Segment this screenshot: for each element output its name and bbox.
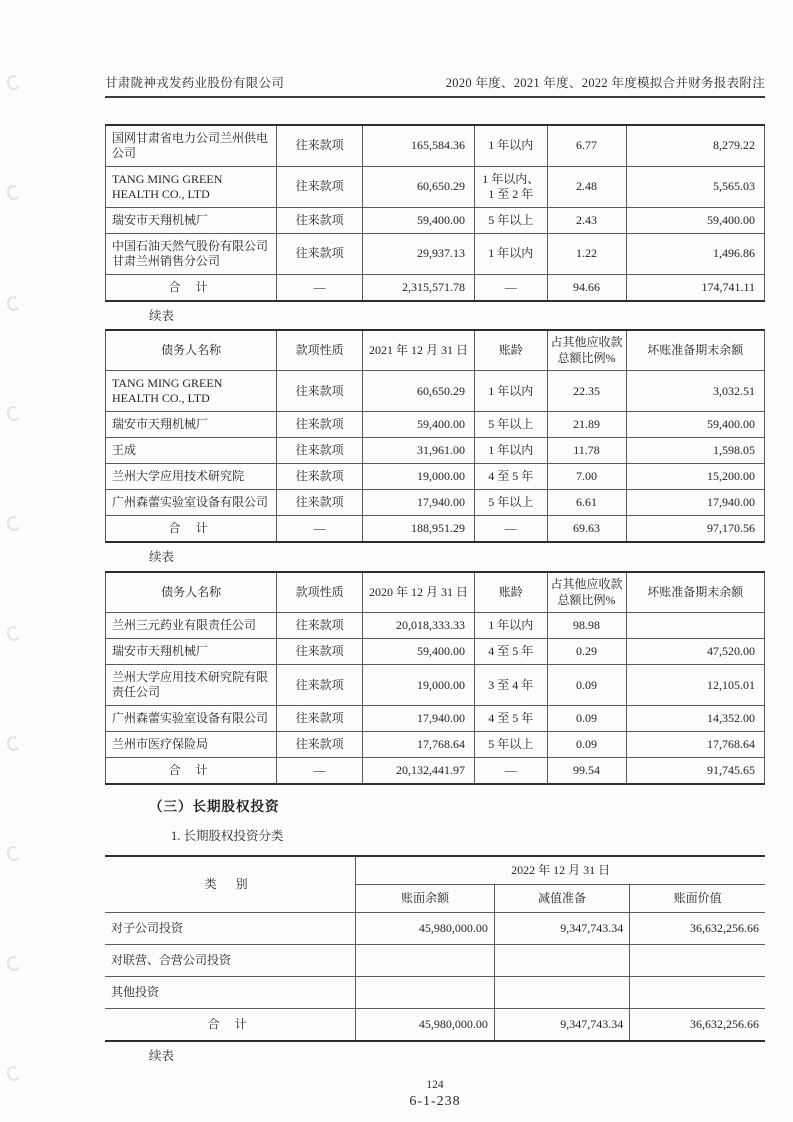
ratio-header: 占其他应收款总额比例% <box>547 330 626 371</box>
other-receivables-table-2021 <box>105 329 765 543</box>
aging-cell: 1 年以内 <box>475 438 547 464</box>
table-row <box>106 464 765 490</box>
debtor-cell: 王成 <box>106 438 277 464</box>
binder-ring-mark <box>6 405 22 422</box>
table-row <box>106 233 765 274</box>
amount-cell: 20,018,333.33 <box>363 613 475 639</box>
aging-cell: 5 年以上 <box>475 412 547 438</box>
total-label-cell: 合 计 <box>105 1008 356 1041</box>
amount-cell: 59,400.00 <box>363 207 475 233</box>
ratio-cell: 0.09 <box>547 665 626 706</box>
header-row <box>105 856 765 885</box>
provision-cell: 174,741.11 <box>626 274 764 301</box>
ratio-cell: 6.61 <box>547 490 626 516</box>
document-header <box>105 76 765 98</box>
aging-cell: 1 年以内 <box>475 371 547 412</box>
category-header: 类 别 <box>105 856 356 913</box>
value-cell <box>630 976 765 1008</box>
ratio-cell: 69.63 <box>547 516 626 543</box>
amount-cell: 31,961.00 <box>363 438 475 464</box>
debtor-cell: 广州森蕾实验室设备有限公司 <box>106 490 277 516</box>
nature-cell: 往来款项 <box>277 412 363 438</box>
table-row <box>106 732 765 758</box>
aging-cell: 5 年以上 <box>475 207 547 233</box>
table-row <box>105 912 765 944</box>
ratio-header: 占其他应收款总额比例% <box>547 572 626 613</box>
binder-ring-mark <box>6 515 22 532</box>
table-row <box>106 490 765 516</box>
impairment-header: 减值准备 <box>494 884 629 912</box>
category-cell: 对子公司投资 <box>105 912 356 944</box>
debtor-header: 债务人名称 <box>106 572 277 613</box>
table-row <box>106 412 765 438</box>
aging-cell: — <box>475 758 547 785</box>
binder-ring-mark <box>6 845 22 862</box>
other-receivables-table-2020 <box>105 571 765 785</box>
provision-header: 坏账准备期末余额 <box>626 572 764 613</box>
nature-header: 款项性质 <box>277 572 363 613</box>
provision-cell: 97,170.56 <box>626 516 764 543</box>
balance-cell <box>356 976 495 1008</box>
company-name: 甘肃陇神戎发药业股份有限公司 <box>105 76 285 90</box>
provision-cell: 91,745.65 <box>626 758 764 785</box>
nature-cell: 往来款项 <box>277 438 363 464</box>
table-row <box>106 665 765 706</box>
ratio-cell: 94.66 <box>547 274 626 301</box>
long-term-equity-table <box>105 855 765 1042</box>
page-number: 124 <box>426 1079 444 1092</box>
ratio-cell: 22.35 <box>547 371 626 412</box>
continued-table-label: 续表 <box>149 1048 175 1063</box>
balance-cell <box>356 944 495 976</box>
debtor-cell: 瑞安市天翔机械厂 <box>106 207 277 233</box>
amount-cell: 17,940.00 <box>363 490 475 516</box>
date-header: 2022 年 12 月 31 日 <box>356 856 765 885</box>
nature-cell: 往来款项 <box>277 125 363 167</box>
nature-cell: 往来款项 <box>277 490 363 516</box>
ratio-cell: 1.22 <box>547 233 626 274</box>
aging-cell: 1 年以内、1 至 2 年 <box>475 166 547 207</box>
provision-cell: 15,200.00 <box>626 464 764 490</box>
nature-cell: 往来款项 <box>277 464 363 490</box>
nature-cell: — <box>277 758 363 785</box>
nature-cell: 往来款项 <box>277 371 363 412</box>
ratio-cell: 2.48 <box>547 166 626 207</box>
aging-cell: 4 至 5 年 <box>475 639 547 665</box>
debtor-cell: TANG MING GREEN HEALTH CO., LTD <box>106 371 277 412</box>
table-row <box>106 639 765 665</box>
binder-ring-mark <box>6 74 22 91</box>
aging-cell: 1 年以内 <box>475 125 547 167</box>
aging-cell: 3 至 4 年 <box>475 665 547 706</box>
aging-cell: — <box>475 274 547 301</box>
nature-cell: 往来款项 <box>277 639 363 665</box>
value-cell: 36,632,256.66 <box>630 1008 765 1041</box>
aging-cell: — <box>475 516 547 543</box>
header-row <box>106 572 765 613</box>
nature-cell: 往来款项 <box>277 665 363 706</box>
debtor-cell: 兰州大学应用技术研究院 <box>106 464 277 490</box>
table-row <box>106 438 765 464</box>
debtor-cell: 瑞安市天翔机械厂 <box>106 639 277 665</box>
amount-cell: 19,000.00 <box>363 464 475 490</box>
table-row <box>105 976 765 1008</box>
amount-cell: 17,940.00 <box>363 706 475 732</box>
binder-ring-mark <box>6 955 22 972</box>
nature-cell: 往来款项 <box>277 233 363 274</box>
amount-cell: 60,650.29 <box>363 166 475 207</box>
category-cell: 其他投资 <box>105 976 356 1008</box>
nature-cell: — <box>277 516 363 543</box>
debtor-cell: TANG MING GREEN HEALTH CO., LTD <box>106 166 277 207</box>
total-label-cell: 合 计 <box>106 758 277 785</box>
debtor-cell: 兰州市医疗保险局 <box>106 732 277 758</box>
balance-cell: 45,980,000.00 <box>356 1008 495 1041</box>
aging-cell: 1 年以内 <box>475 233 547 274</box>
header-row <box>106 330 765 371</box>
table-row <box>106 125 765 167</box>
total-label-cell: 合 计 <box>106 274 277 301</box>
nature-cell: 往来款项 <box>277 207 363 233</box>
amount-cell: 59,400.00 <box>363 412 475 438</box>
total-row <box>106 758 765 785</box>
impairment-cell <box>494 944 629 976</box>
amount-cell: 29,937.13 <box>363 233 475 274</box>
nature-cell: — <box>277 274 363 301</box>
provision-cell: 8,279.22 <box>626 125 764 167</box>
total-row <box>106 516 765 543</box>
aging-cell: 4 至 5 年 <box>475 464 547 490</box>
amount-cell: 20,132,441.97 <box>363 758 475 785</box>
provision-cell: 47,520.00 <box>626 639 764 665</box>
book-value-header: 账面价值 <box>630 884 765 912</box>
provision-cell: 17,768.64 <box>626 732 764 758</box>
report-title: 2020 年度、2021 年度、2022 年度模拟合并财务报表附注 <box>445 76 765 90</box>
total-row <box>106 274 765 301</box>
debtor-cell: 兰州大学应用技术研究院有限责任公司 <box>106 665 277 706</box>
nature-cell: 往来款项 <box>277 166 363 207</box>
nature-cell: 往来款项 <box>277 613 363 639</box>
ratio-cell: 11.78 <box>547 438 626 464</box>
ratio-cell: 0.09 <box>547 732 626 758</box>
aging-header: 账龄 <box>475 330 547 371</box>
debtor-cell: 兰州三元药业有限责任公司 <box>106 613 277 639</box>
provision-cell: 12,105.01 <box>626 665 764 706</box>
table-row <box>106 706 765 732</box>
aging-header: 账龄 <box>475 572 547 613</box>
value-cell <box>630 944 765 976</box>
provision-cell: 14,352.00 <box>626 706 764 732</box>
aging-cell: 1 年以内 <box>475 613 547 639</box>
impairment-cell: 9,347,743.34 <box>494 1008 629 1041</box>
ratio-cell: 99.54 <box>547 758 626 785</box>
ratio-cell: 21.89 <box>547 412 626 438</box>
provision-cell: 5,565.03 <box>626 166 764 207</box>
debtor-cell: 广州森蕾实验室设备有限公司 <box>106 706 277 732</box>
debtor-header: 债务人名称 <box>106 330 277 371</box>
amount-cell: 2,315,571.78 <box>363 274 475 301</box>
date-header: 2021 年 12 月 31 日 <box>363 330 475 371</box>
table-row <box>105 944 765 976</box>
aging-cell: 5 年以上 <box>475 490 547 516</box>
amount-cell: 165,584.36 <box>363 125 475 167</box>
total-row <box>105 1008 765 1041</box>
ratio-cell: 0.29 <box>547 639 626 665</box>
amount-cell: 60,650.29 <box>363 371 475 412</box>
binder-ring-mark <box>6 184 22 201</box>
table-row <box>106 166 765 207</box>
table-row <box>106 371 765 412</box>
nature-cell: 往来款项 <box>277 732 363 758</box>
value-cell: 36,632,256.66 <box>630 912 765 944</box>
provision-cell: 3,032.51 <box>626 371 764 412</box>
nature-cell: 往来款项 <box>277 706 363 732</box>
total-label-cell: 合 计 <box>106 516 277 543</box>
binder-ring-mark <box>6 295 22 312</box>
date-header: 2020 年 12 月 31 日 <box>363 572 475 613</box>
binder-ring-mark <box>6 1065 22 1082</box>
aging-cell: 5 年以上 <box>475 732 547 758</box>
table-row <box>106 613 765 639</box>
page-footer <box>105 1078 765 1110</box>
nature-header: 款项性质 <box>277 330 363 371</box>
provision-cell <box>626 613 764 639</box>
amount-cell: 59,400.00 <box>363 639 475 665</box>
continued-table-label: 续表 <box>149 550 175 565</box>
aging-cell: 4 至 5 年 <box>475 706 547 732</box>
provision-cell: 59,400.00 <box>626 207 764 233</box>
balance-cell: 45,980,000.00 <box>356 912 495 944</box>
document-number: 6-1-238 <box>409 1093 461 1109</box>
amount-cell: 19,000.00 <box>363 665 475 706</box>
ratio-cell: 0.09 <box>547 706 626 732</box>
book-balance-header: 账面余额 <box>356 884 495 912</box>
page-content <box>105 0 765 1110</box>
section-heading-long-term-equity: （三）长期股权投资 <box>149 799 280 815</box>
impairment-cell <box>494 976 629 1008</box>
amount-cell: 17,768.64 <box>363 732 475 758</box>
binder-ring-mark <box>6 625 22 642</box>
amount-cell: 188,951.29 <box>363 516 475 543</box>
impairment-cell: 9,347,743.34 <box>494 912 629 944</box>
category-cell: 对联营、合营公司投资 <box>105 944 356 976</box>
provision-cell: 17,940.00 <box>626 490 764 516</box>
continued-table-label: 续表 <box>149 308 175 323</box>
ratio-cell: 2.43 <box>547 207 626 233</box>
table-row <box>106 207 765 233</box>
binder-ring-mark <box>6 735 22 752</box>
ratio-cell: 6.77 <box>547 125 626 167</box>
debtor-cell: 瑞安市天翔机械厂 <box>106 412 277 438</box>
provision-cell: 1,496.86 <box>626 233 764 274</box>
provision-header: 坏账准备期末余额 <box>626 330 764 371</box>
provision-cell: 1,598.05 <box>626 438 764 464</box>
subsection-heading-classification: 1. 长期股权投资分类 <box>171 829 284 844</box>
ratio-cell: 98.98 <box>547 613 626 639</box>
provision-cell: 59,400.00 <box>626 412 764 438</box>
ratio-cell: 7.00 <box>547 464 626 490</box>
debtor-cell: 中国石油天然气股份有限公司甘肃兰州销售分公司 <box>106 233 277 274</box>
debtor-cell: 国网甘肃省电力公司兰州供电公司 <box>106 125 277 167</box>
other-receivables-table-2022-continued <box>105 124 765 302</box>
